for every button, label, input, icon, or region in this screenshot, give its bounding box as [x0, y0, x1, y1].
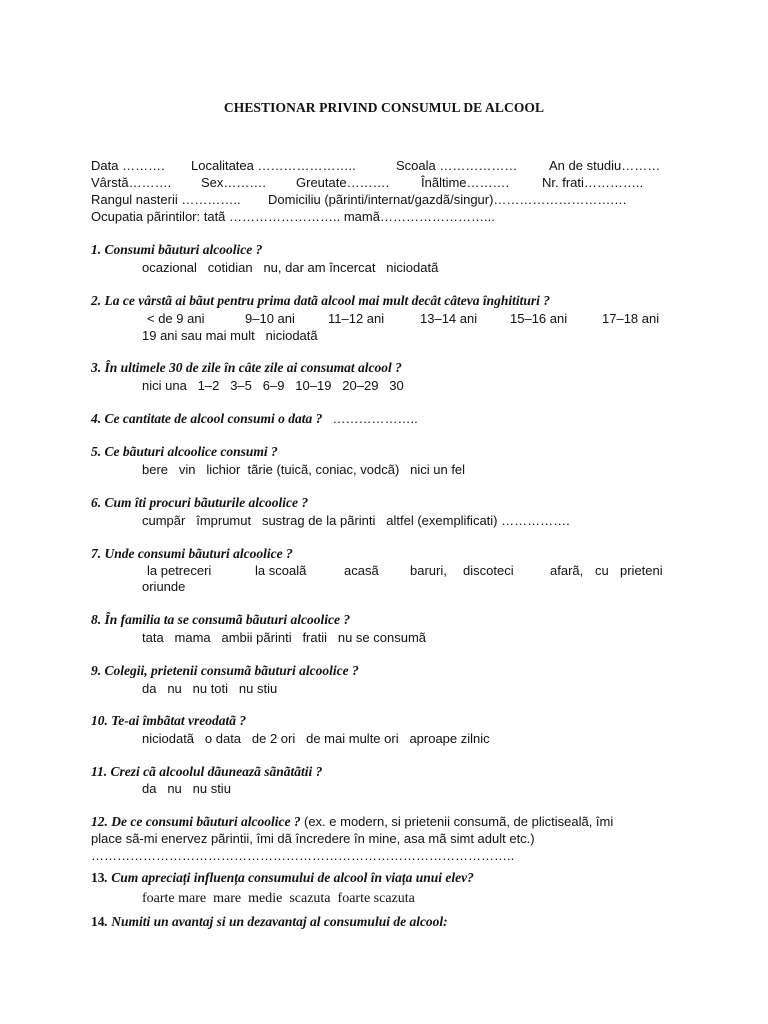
option[interactable]: nu, dar am încercat [263, 260, 376, 275]
question-14 [91, 914, 448, 930]
answers-q3 [142, 378, 404, 394]
field-an-de-studiu: An de studiu……… [549, 158, 661, 173]
option[interactable]: mama [174, 630, 211, 645]
answer-q7-oriunde[interactable]: oriunde [142, 579, 186, 594]
question-3: 3. În ultimele 30 de zile în câte zile ai consumat alcool ? [91, 360, 402, 375]
answer-q7-afara[interactable]: afarã, [550, 563, 584, 578]
field-scoala: Scoala ……………… [396, 158, 518, 173]
option[interactable]: 30 [389, 378, 404, 393]
option[interactable]: cotidian [207, 260, 253, 275]
field-domiciliu: Domiciliu (pãrinti/internat/gazdã/singur)……………………….… [268, 192, 628, 207]
option[interactable]: nu [167, 681, 182, 696]
option[interactable]: ambii pãrinti [221, 630, 292, 645]
option[interactable]: nu stiu [238, 681, 278, 696]
option[interactable]: nici un fel [410, 462, 466, 477]
option[interactable]: 3–5 [230, 378, 252, 393]
question-12-blank[interactable]: …………………………………………………………………………………….. [91, 848, 515, 863]
option[interactable]: 10–19 [295, 378, 332, 393]
option[interactable]: 1–2 [197, 378, 220, 393]
field-sex: Sex………. [201, 175, 267, 190]
answer-q7-scoala[interactable]: la scoalã [255, 563, 307, 578]
option[interactable]: vin [178, 462, 196, 477]
option[interactable]: tata [142, 630, 164, 645]
option[interactable]: da [142, 781, 157, 796]
question-13 [91, 870, 474, 886]
option[interactable]: nu toti [192, 681, 229, 696]
field-ocupatia-parintilor: Ocupatia pãrintilor: tatã …………………….. mamã……………………... [91, 209, 495, 224]
page-title: CHESTIONAR PRIVIND CONSUMUL DE ALCOOL [223, 100, 545, 115]
answers-q6 [142, 513, 570, 529]
option[interactable]: de 2 ori [251, 731, 296, 746]
field-varsta: Vârstă………. [91, 175, 172, 190]
answers-q10 [142, 731, 490, 747]
option[interactable]: medie [248, 891, 283, 906]
question-1: 1. Consumi bãuturi alcoolice ? [91, 242, 263, 257]
question-6: 6. Cum îti procuri bãuturile alcoolice ? [91, 495, 309, 510]
option[interactable]: niciodatã [386, 260, 439, 275]
question-12 [91, 814, 613, 830]
question-14-label: . Numiti un avantaj si un dezavantaj al consumului de alcool: [104, 914, 448, 929]
answers-q13 [142, 891, 415, 907]
answer-q7-acasa[interactable]: acasã [344, 563, 379, 578]
answer-q2-15-16[interactable]: 15–16 ani [510, 311, 568, 326]
question-2: 2. La ce vârstã ai bãut pentru prima datã alcool mai mult decât câteva înghitituri ? [91, 293, 551, 308]
field-localitatea: Localitatea ………………….. [191, 158, 356, 173]
answers-q1 [142, 260, 438, 276]
answers-q5 [142, 462, 465, 478]
option[interactable]: nu [167, 781, 182, 796]
option[interactable]: aproape zilnic [409, 731, 490, 746]
option[interactable]: tãrie (tuicã, coniac, vodcã) [247, 462, 400, 477]
question-7: 7. Unde consumi bãuturi alcoolice ? [91, 546, 293, 561]
answer-q7-cu: cu [595, 563, 609, 578]
option[interactable]: sustrag de la pãrinti [261, 513, 376, 528]
option[interactable]: nu se consumã [337, 630, 427, 645]
answer-q2-lt9[interactable]: < de 9 ani [147, 311, 205, 326]
answer-q7-baruri[interactable]: baruri, [410, 563, 447, 578]
question-13-number: 13 [91, 870, 105, 885]
option[interactable]: lichior [206, 462, 241, 477]
question-4-blank[interactable]: ……………….. [332, 411, 418, 426]
question-10: 10. Te-ai îmbãtat vreodatã ? [91, 713, 247, 728]
option[interactable]: scazuta [289, 891, 331, 906]
answer-q7-petreceri[interactable]: la petreceri [147, 563, 212, 578]
question-14-number: 14 [91, 914, 105, 929]
field-rangul-nasterii: Rangul nasterii ………….. [91, 192, 241, 207]
option[interactable]: nu stiu [192, 781, 231, 796]
question-8: 8. În familia ta se consumã bãuturi alcoolice ? [91, 612, 351, 627]
option[interactable]: ocazional [142, 260, 197, 275]
question-11: 11. Crezi cã alcoolul dãuneazã sãnãtãtii ? [91, 764, 323, 779]
option[interactable]: 20–29 [342, 378, 379, 393]
question-5: 5. Ce bãuturi alcoolice consumi ? [91, 444, 278, 459]
option[interactable]: cumpãr [142, 513, 186, 528]
option[interactable]: nici una [142, 378, 187, 393]
option[interactable]: altfel (exemplificati) ……………. [386, 513, 570, 528]
option[interactable]: niciodatã [265, 328, 318, 343]
option[interactable]: mare [213, 891, 242, 906]
option[interactable]: împrumut [196, 513, 252, 528]
option[interactable]: foarte scazuta [337, 891, 415, 906]
option[interactable]: da [142, 681, 157, 696]
option[interactable]: 6–9 [262, 378, 285, 393]
answer-q7-prieteni[interactable]: prieteni [620, 563, 663, 578]
answer-q2-9-10[interactable]: 9–10 ani [245, 311, 295, 326]
question-12-note-line1: (ex. e modern, si prietenii consumã, de plictisealã, îmi [304, 814, 614, 829]
option[interactable]: 19 ani sau mai mult [142, 328, 255, 343]
option[interactable]: de mai multe ori [306, 731, 399, 746]
answer-q2-13-14[interactable]: 13–14 ani [420, 311, 478, 326]
question-12-label: 12. De ce consumi bãuturi alcoolice ? [91, 814, 301, 829]
field-nr-frati: Nr. frati………….. [542, 175, 644, 190]
answers-q8 [142, 630, 426, 646]
answers-q11 [142, 781, 231, 797]
answer-q7-discoteci[interactable]: discoteci [463, 563, 514, 578]
option[interactable]: fratii [302, 630, 327, 645]
answer-q2-17-18[interactable]: 17–18 ani [602, 311, 660, 326]
field-greutate: Greutate………. [296, 175, 390, 190]
option[interactable]: niciodatã [142, 731, 195, 746]
question-12-note-line2: place sã-mi enervez pãrintii, îmi dã încredere în mine, asa mã simt adult etc.) [91, 831, 535, 846]
question-13-label: . Cum apreciați influența consumului de alcool în viața unui elev? [104, 870, 474, 885]
field-inaltime: Înãltime………. [421, 175, 510, 190]
question-4 [91, 411, 418, 427]
answers-q9 [142, 681, 277, 697]
option[interactable]: o data [204, 731, 242, 746]
answer-q2-11-12[interactable]: 11–12 ani [328, 311, 385, 326]
option[interactable]: foarte mare [142, 891, 207, 906]
option[interactable]: bere [142, 462, 169, 477]
field-data: Data ………. [91, 158, 165, 173]
question-4-label: 4. Ce cantitate de alcool consumi o data ? [91, 411, 323, 426]
answers-q2-line2 [142, 328, 318, 344]
question-9: 9. Colegii, prietenii consumã bãuturi alcoolice ? [91, 663, 359, 678]
